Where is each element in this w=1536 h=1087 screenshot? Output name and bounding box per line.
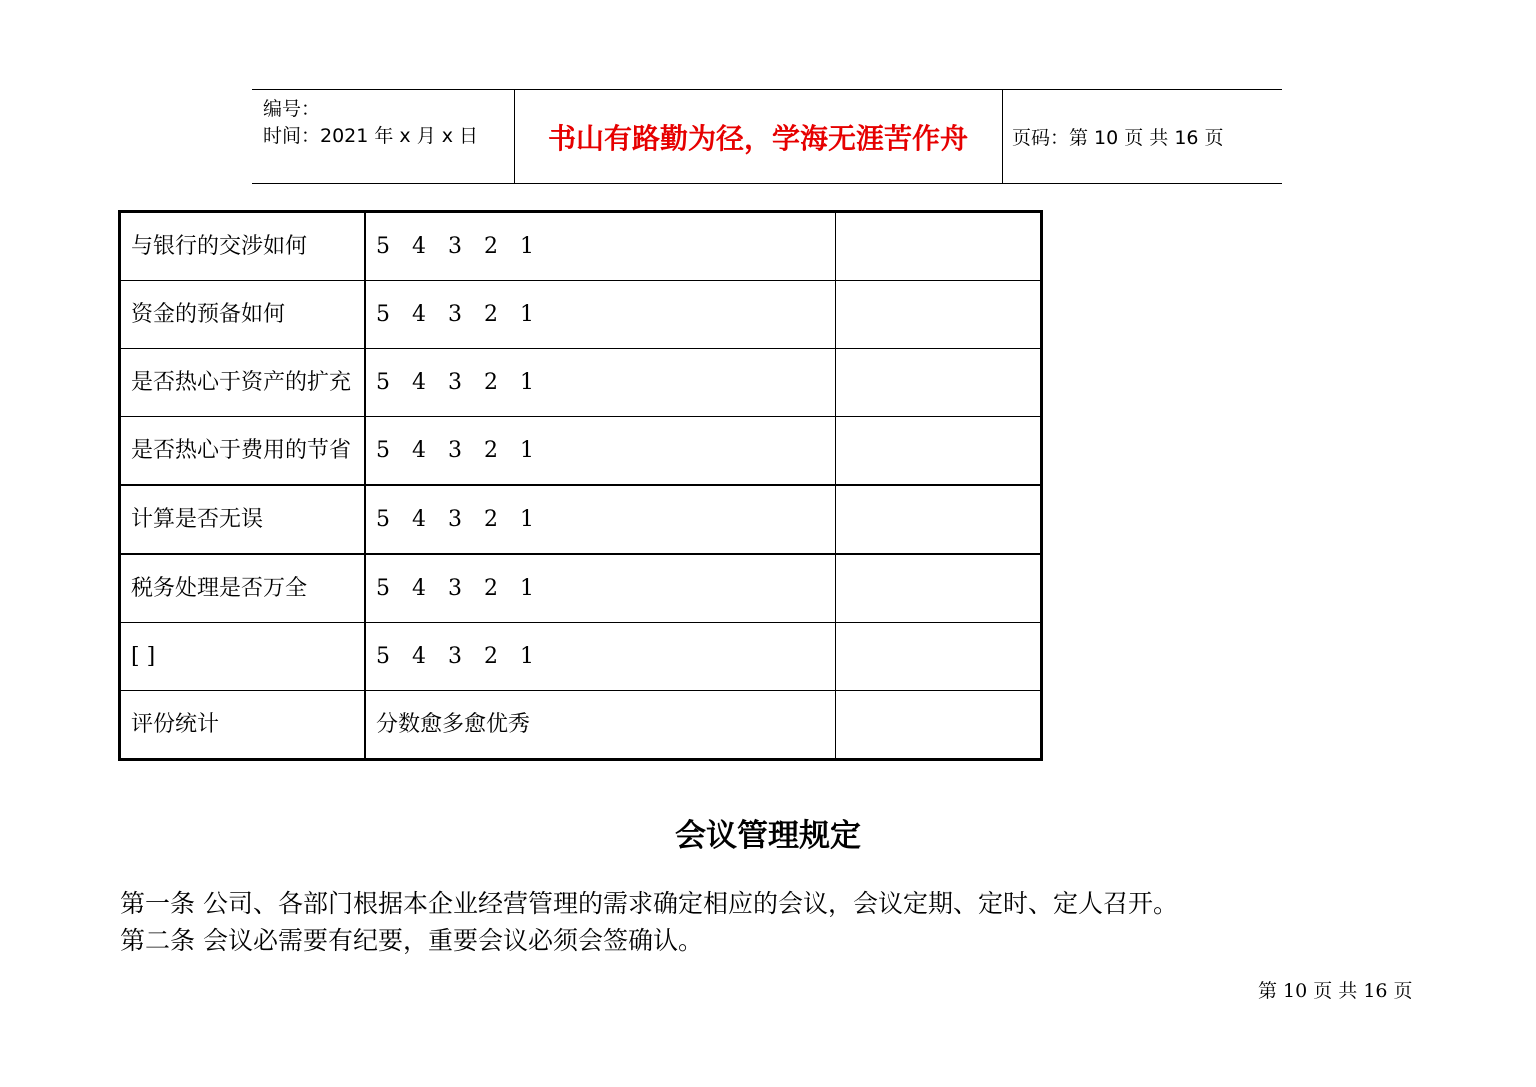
score-value: 1 bbox=[520, 643, 534, 669]
score-value: 4 bbox=[412, 506, 426, 532]
paragraph-article-1: 第一条 公司、各部门根据本企业经营管理的需求确定相应的会议，会议定期、定时、定人召开。 bbox=[120, 889, 1178, 918]
score-cell bbox=[365, 417, 836, 486]
score-cell bbox=[365, 623, 836, 691]
score-value: 5 bbox=[376, 369, 390, 395]
score-value: 5 bbox=[376, 506, 390, 532]
score-value: 3 bbox=[448, 575, 462, 601]
criterion-cell: 是否热心于资产的扩充 bbox=[120, 349, 366, 417]
table-row bbox=[120, 349, 1042, 417]
page-footer: 第 10 页 共 16 页 bbox=[1258, 980, 1413, 1002]
criterion-cell: 税务处理是否万全 bbox=[120, 554, 366, 623]
paragraph-article-2: 第二条 会议必需要有纪要，重要会议必须会签确认。 bbox=[120, 926, 703, 955]
score-value: 4 bbox=[412, 575, 426, 601]
remark-cell bbox=[836, 212, 1042, 281]
score-value: 5 bbox=[376, 575, 390, 601]
score-value: 4 bbox=[412, 369, 426, 395]
header-meta bbox=[252, 90, 515, 183]
criterion-cell: [ ] bbox=[120, 623, 366, 691]
score-value: 1 bbox=[520, 233, 534, 259]
summary-row bbox=[120, 691, 1042, 760]
score-value: 3 bbox=[448, 437, 462, 463]
score-cell bbox=[365, 281, 836, 349]
criterion-cell: 是否热心于费用的节省 bbox=[120, 417, 366, 486]
score-cell bbox=[365, 349, 836, 417]
table-row bbox=[120, 212, 1042, 281]
score-cell bbox=[365, 212, 836, 281]
remark-cell bbox=[836, 554, 1042, 623]
criterion-cell: 资金的预备如何 bbox=[120, 281, 366, 349]
score-value: 5 bbox=[376, 233, 390, 259]
remark-cell bbox=[836, 623, 1042, 691]
score-value: 2 bbox=[484, 233, 498, 259]
score-value: 2 bbox=[484, 575, 498, 601]
score-value: 3 bbox=[448, 643, 462, 669]
section-title: 会议管理规定 bbox=[675, 818, 861, 854]
score-value: 4 bbox=[412, 233, 426, 259]
time-label: 时间：2021 年 x 月 x 日 bbox=[263, 125, 479, 147]
remark-cell bbox=[836, 417, 1042, 486]
score-value: 2 bbox=[484, 437, 498, 463]
remark-cell bbox=[836, 485, 1042, 554]
score-cell bbox=[365, 485, 836, 554]
number-label: 编号： bbox=[263, 98, 321, 120]
score-value: 5 bbox=[376, 643, 390, 669]
page-header bbox=[252, 89, 1282, 184]
score-value: 4 bbox=[412, 437, 426, 463]
table-row bbox=[120, 417, 1042, 486]
remark-cell bbox=[836, 281, 1042, 349]
table-row bbox=[120, 281, 1042, 349]
score-value: 3 bbox=[448, 506, 462, 532]
score-value: 2 bbox=[484, 369, 498, 395]
score-value: 2 bbox=[484, 506, 498, 532]
score-value: 1 bbox=[520, 301, 534, 327]
score-value: 2 bbox=[484, 643, 498, 669]
summary-remark bbox=[836, 691, 1042, 760]
score-value: 5 bbox=[376, 437, 390, 463]
score-value: 3 bbox=[448, 369, 462, 395]
score-value: 4 bbox=[412, 301, 426, 327]
remark-cell bbox=[836, 349, 1042, 417]
table-row bbox=[120, 485, 1042, 554]
score-value: 2 bbox=[484, 301, 498, 327]
score-value: 4 bbox=[412, 643, 426, 669]
score-value: 3 bbox=[448, 301, 462, 327]
table-row bbox=[120, 554, 1042, 623]
table-row bbox=[120, 623, 1042, 691]
evaluation-table bbox=[118, 210, 1043, 761]
score-value: 5 bbox=[376, 301, 390, 327]
score-value: 1 bbox=[520, 437, 534, 463]
score-value: 1 bbox=[520, 369, 534, 395]
summary-text: 分数愈多愈优秀 bbox=[365, 691, 836, 760]
score-cell bbox=[365, 554, 836, 623]
score-value: 3 bbox=[448, 233, 462, 259]
score-value: 1 bbox=[520, 575, 534, 601]
header-page-label: 页码：第 10 页 共 16 页 bbox=[1012, 127, 1224, 149]
score-value: 1 bbox=[520, 506, 534, 532]
criterion-cell: 计算是否无误 bbox=[120, 485, 366, 554]
criterion-cell: 与银行的交涉如何 bbox=[120, 212, 366, 281]
summary-label: 评份统计 bbox=[120, 691, 366, 760]
header-motto: 书山有路勤为径，学海无涯苦作舟 bbox=[514, 90, 1003, 183]
